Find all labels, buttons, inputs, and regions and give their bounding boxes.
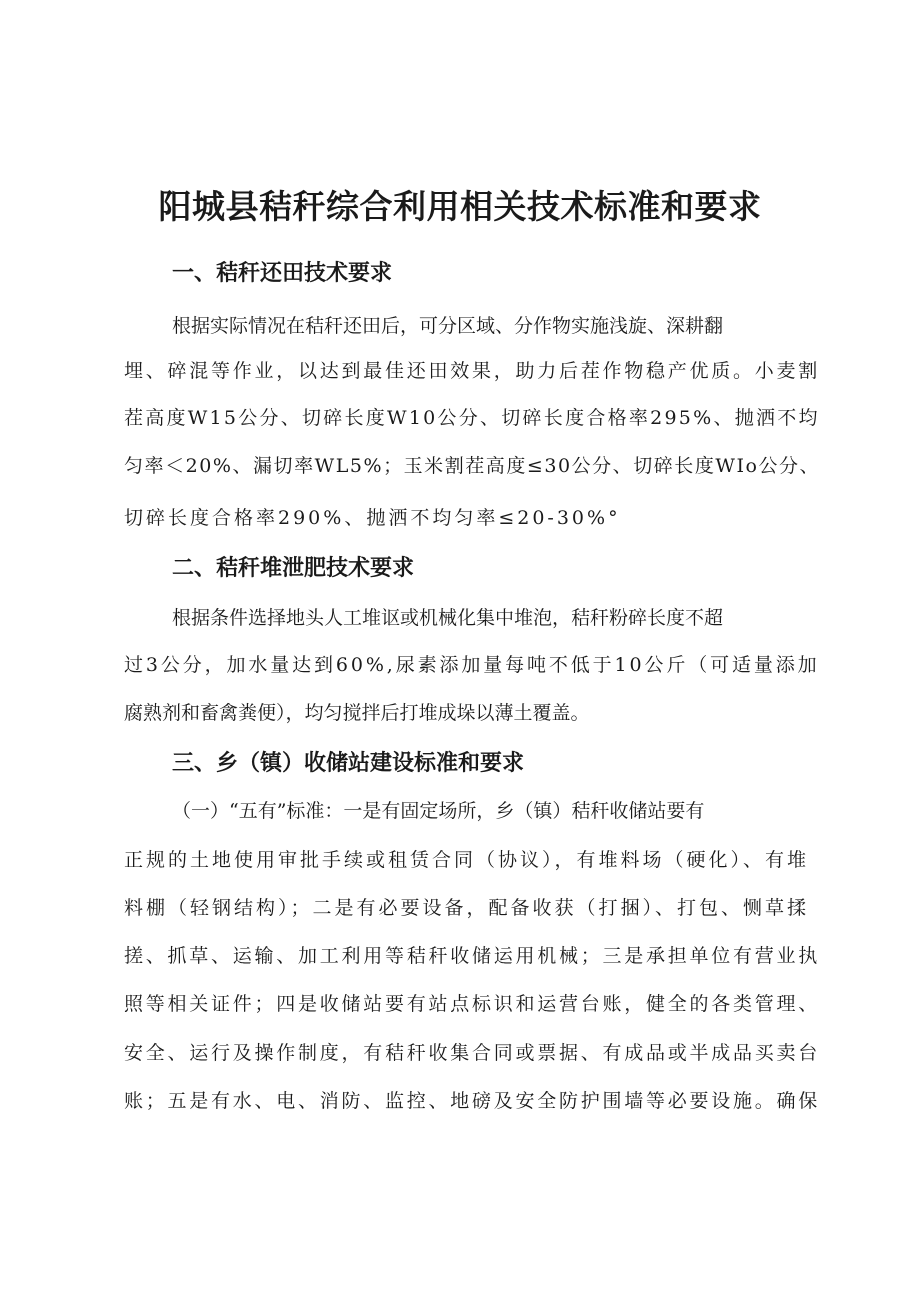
paragraph-line: 根据条件选择地头人工堆讴或机械化集中堆泡，秸秆粉碎长度不超 [172, 607, 724, 629]
paragraph-line: 正规的土地使用审批手续或租赁合同（协议），有堆料场（硬化）、有堆 [124, 849, 810, 871]
section-heading-2: 二、秸秆堆泄肥技术要求 [172, 556, 415, 581]
paragraph-line: 匀率＜20%、漏切率WL5%；玉米割茬高度≤30公分、切碎长度WIo公分、 [124, 455, 821, 477]
paragraph-line: 安全、运行及操作制度，有秸秆收集合同或票据、有成品或半成品买卖台 [124, 1042, 821, 1064]
section-heading-1: 一、秸秆还田技术要求 [172, 261, 393, 286]
paragraph-line: 埋、碎混等作业，以达到最佳还田效果，助力后茬作物稳产优质。小麦割 [124, 360, 821, 382]
paragraph-line: 过3公分，加水量达到60%,尿素添加量每吨不低于10公斤（可适量添加 [124, 654, 820, 676]
section-heading-3: 三、乡（镇）收储站建设标准和要求 [172, 751, 525, 776]
paragraph-line: 料棚（轻钢结构）；二是有必要设备，配备收获（打捆）、打包、恻草揉 [124, 897, 810, 919]
paragraph-line: 茬高度W15公分、切碎长度W10公分、切碎长度合格率295%、抛洒不均 [124, 407, 820, 429]
paragraph-line: 切碎长度合格率290%、抛洒不均匀率≤20-30%° [124, 507, 621, 529]
paragraph-line: （一）“五有”标准：一是有固定场所，乡（镇）秸秆收储站要有 [172, 800, 705, 822]
document-title: 阳城县秸秆综合利用相关技术标准和要求 [158, 187, 762, 226]
paragraph-line: 根据实际情况在秸秆还田后，可分区域、分作物实施浅旋、深耕翻 [172, 315, 724, 337]
paragraph-line: 搓、抓草、运输、加工利用等秸秆收储运用机械；三是承担单位有营业执 [124, 945, 821, 967]
paragraph-line: 照等相关证件；四是收储站要有站点标识和运营台账，健全的各类管理、 [124, 993, 821, 1015]
paragraph-line: 腐熟剂和畜禽粪便），均匀搅拌后打堆成垛以薄土覆盖。 [124, 702, 590, 724]
paragraph-line: 账；五是有水、电、消防、监控、地磅及安全防护围墙等必要设施。确保 [124, 1090, 821, 1112]
